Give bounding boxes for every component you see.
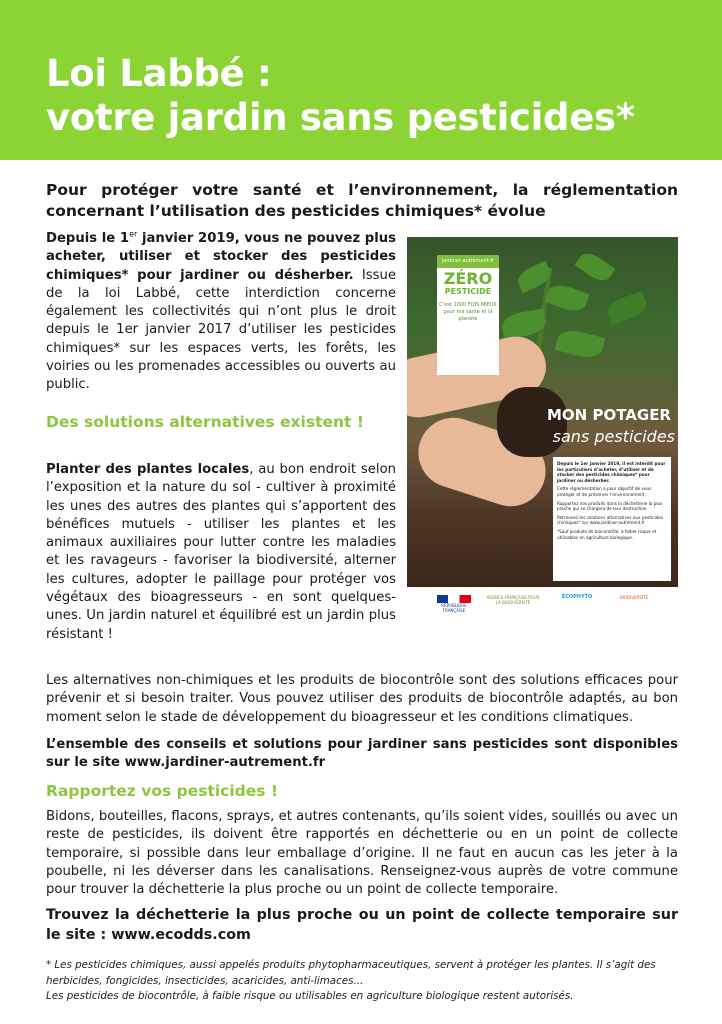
flag-icon <box>437 595 471 603</box>
paragraph-regulation <box>46 230 396 395</box>
afb-logo <box>485 595 541 617</box>
regulation-sup: er <box>129 229 138 239</box>
section-heading-alternatives: Des solutions alternatives existent ! <box>46 413 364 431</box>
logo-label: RÉPUBLIQUE FRANÇAISE <box>441 603 467 613</box>
paragraph-website-tip: L’ensemble des conseils et solutions pour jardiner sans pesticides sont disponibles sur le site www.jardiner-autrement.fr <box>46 737 678 771</box>
poster-text-5: *Sauf produits de biocontrôle, à faible risque et utilisables en agriculture biologique. <box>557 528 657 540</box>
title-line-1: Loi Labbé : <box>46 52 272 95</box>
alternatives-bold: Planter des plantes locales <box>46 462 250 477</box>
poster-image <box>407 237 678 587</box>
poster-text-3: Rapportez vos produits dans la déchetterie la plus proche qui se chargera de leur destruction. <box>557 500 663 512</box>
poster-url: jardiner-autrement.fr <box>437 255 499 268</box>
ecophyto-logo <box>555 595 599 617</box>
poster-text-1: Depuis le 1er janvier 2019, il est interdit pour les particuliers d’acheter, d’utiliser et de stocker des pesticides chimiques* pour jardiner ou désherber. <box>557 461 666 483</box>
title-line-2: votre jardin sans pesticides* <box>46 96 635 139</box>
biodiversite-logo <box>611 595 657 617</box>
leaf <box>544 281 589 315</box>
regulation-rest: Issue de la loi Labbé, cette interdiction concerne également les collectivités qui n’ont plus le droit depuis le 1er janvier 2017 d’utiliser les pesticides chimiques* sur les espaces verts, les forêts, les voiries ou les promenades accessibles ou ouverts au public. <box>46 267 397 393</box>
first-paragraph-block <box>46 230 396 395</box>
page-title <box>46 52 635 140</box>
poster-logo-strip <box>407 587 678 627</box>
poster-zero: ZÉRO <box>443 269 493 288</box>
poster-title: MON POTAGER <box>547 406 671 424</box>
leaf <box>575 248 616 285</box>
poster-text-box <box>553 457 671 581</box>
leaf <box>604 291 649 325</box>
regulation-bold-a: Depuis le 1 <box>46 231 130 246</box>
footnote-line-2: Les pesticides de biocontrôle, à faible risque ou utilisables en agriculture biologique restent autorisés. <box>46 990 574 1002</box>
paragraph-alternatives <box>46 461 396 644</box>
poster-text-2: Cette réglementation a pour objectif de vous protéger et de préserver l’environnement. <box>557 486 652 497</box>
footnote <box>46 958 680 1005</box>
logo-label: ÉCOPHYTO <box>561 594 593 600</box>
logo-label: BIODIVERSITÉ <box>619 595 649 600</box>
title-banner <box>0 0 722 160</box>
intro-heading: Pour protéger votre santé et l’environnement, la réglementation concernant l’utilisation des pesticides chimiques* évolue <box>46 181 678 220</box>
republique-logo <box>437 595 471 617</box>
paragraph-biocontrol: Les alternatives non-chimiques et les produits de biocontrôle sont des solutions efficaces pour prévenir et si besoin traiter. Vous pouvez utiliser des produits de biocontrôle adaptés, au bon moment selon le stade de développement du bioagresseur et les conditions climatiques. <box>46 673 678 725</box>
section-heading-return: Rapportez vos pesticides ! <box>46 782 278 800</box>
poster-text-4: Retrouvez les solutions alternatives aux pesticides chimiques* sur www.jardiner-autrement.fr <box>557 514 664 526</box>
regulation-bold-b: janvier 2019, vous ne pouvez plus acheter, utiliser et stocker des pesticides chimiques* pour jardiner ou désherber. <box>46 231 396 283</box>
poster-pesticide: PESTICIDE <box>444 287 492 296</box>
paragraph-return: Bidons, bouteilles, flacons, sprays, et autres contenants, qu’ils soient vides, souillés ou avec un reste de pesticides, ils doivent être rapportés en déchetterie ou en un point de collecte temporaire, si possible dans leur emballage d’origine. Il ne faut en aucun cas les jeter à la poubelle, ni les déverser dans les canalisations. Renseignez-vous auprès de votre commune pour trouver la déchetterie la plus proche ou un point de collecte temporaire. <box>46 809 678 898</box>
logo-label: AGENCE FRANÇAISE POUR LA BIODIVERSITÉ <box>486 595 540 605</box>
zero-pesticide-badge <box>437 255 499 375</box>
poster-subtitle: sans pesticides <box>552 427 675 446</box>
poster-note: C’est 1000 FOIS MIEUX pour ma santé et la planète <box>439 302 497 322</box>
footnote-line-1: * Les pesticides chimiques, aussi appelés produits phytopharmaceutiques, servent à protéger les plantes. Il s’agit des herbicides, fongicides, insecticides, acaricides, anti-limaces... <box>46 959 656 987</box>
alternatives-rest: , au bon endroit selon l’exposition et la nature du sol - cultiver à proximité les unes des autres des plantes qui s’apportent des bénéfices mutuels - utiliser les plantes et les animaux auxiliaires pour lutter contre les maladies et les ravageurs - favoriser la biodiversité, alterner les cultures, adopter le paillage pour protéger vos végétaux des bioagresseurs - en sont quelques-unes. Un jardin naturel et équilibré est un jardin plus résistant ! <box>46 462 396 642</box>
leaf <box>555 326 606 361</box>
paragraph-ecodds: Trouvez la déchetterie la plus proche ou un point de collecte temporaire sur le site : www.ecodds.com <box>46 907 678 943</box>
